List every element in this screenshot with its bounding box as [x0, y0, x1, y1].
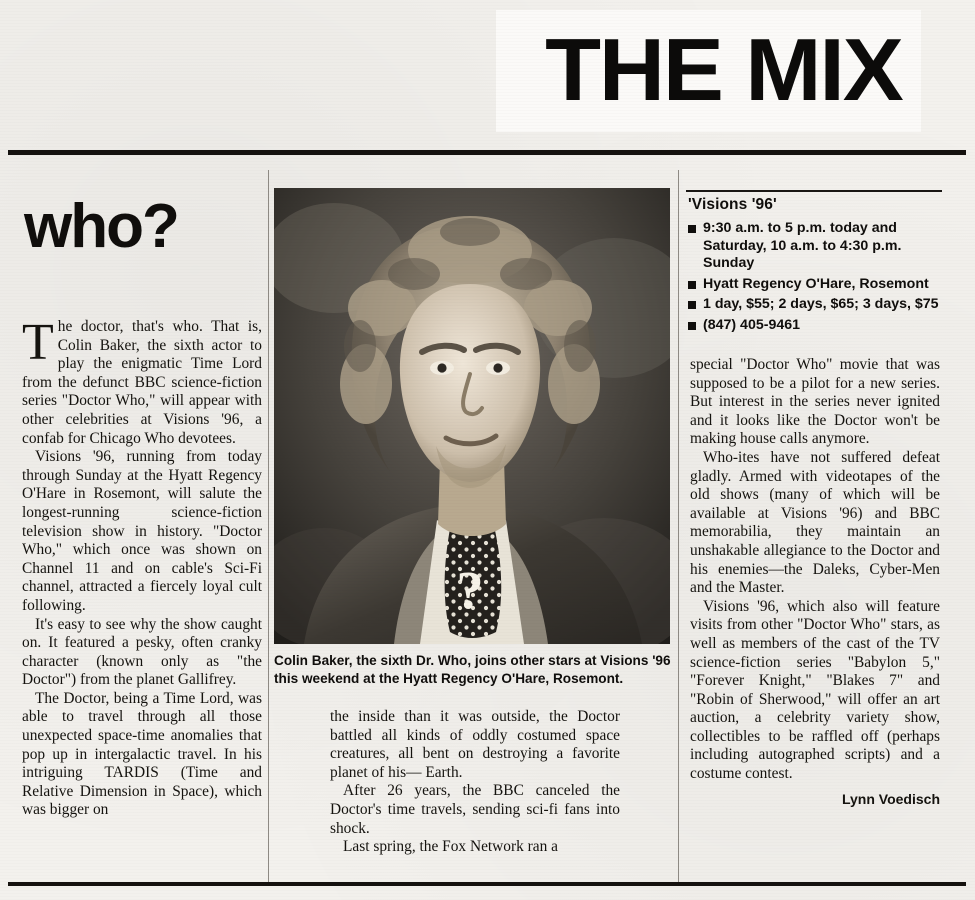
masthead-title: THE MIX: [545, 20, 902, 119]
column-rule-1: [268, 170, 269, 882]
infobox-item-text: 9:30 a.m. to 5 p.m. today and Saturday, 10 a.m. to 4:30 p.m. Sunday: [703, 220, 902, 271]
square-bullet-icon: [688, 322, 696, 330]
article-paragraph: special "Doctor Who" movie that was supposed to be a pilot for a new series. But interest in the series never ignited and it looks like the Doctor won't be making house calls anymore.: [690, 356, 940, 448]
infobox-item: [688, 220, 940, 273]
infobox-item-text: Hyatt Regency O'Hare, Rosemont: [703, 275, 929, 292]
svg-text:?: ?: [456, 560, 484, 620]
article-paragraph-text: he doctor, that's who. That is, Colin Baker, the sixth actor to play the enigmatic Time Lord from the defunct BBC science-fiction series "Doctor Who," will appear with other celebrities at Visions '96, a confab for Chicago Who devotees.: [22, 318, 262, 447]
article-column-1: [22, 314, 262, 820]
article-column-3: [690, 356, 940, 808]
byline: Lynn Voedisch: [841, 790, 940, 807]
article-paragraph: It's easy to see why the show caught on. It featured a pesky, often cranky character (known only as "the Doctor") from the planet Gallifrey.: [22, 615, 262, 689]
infobox-item: [688, 276, 940, 294]
article-photo: [274, 188, 670, 644]
article-paragraph: Visions '96, which also will feature visits from other "Doctor Who" stars, as well as members of the cast of the TV science-fiction series "Babylon 5," "Forever Knight," "Blakes 7" and "Robin of Sherwood," will offer an art auction, a celebrity variety show, collectibles to be raffled off (perhaps including autographed scripts) and a costume contest.: [690, 597, 940, 783]
article-paragraph: Who-ites have not suffered defeat gladly. Armed with videotapes of the old shows (many of which will be available at Visions '96) and BBC memorabilia, they maintain an unshakable allegiance to the Doctor and his enemies—the Daleks, Cyber-Men and the Master.: [690, 448, 940, 597]
article-paragraph: the inside than it was outside, the Doctor battled all kinds of oddly costumed space creatures, all bent on destroying a favorite planet of his— Earth.: [330, 708, 620, 781]
article-paragraph: The Doctor, being a Time Lord, was able to travel through all those unexpected space-time anomalies that pop up in intergalactic travel. In his intriguing TARDIS (Time and Relative Dimension in Space), which was bigger on: [22, 689, 262, 819]
page-title: who?: [24, 192, 178, 261]
top-rule: [8, 150, 966, 155]
colin-baker-photo: [274, 188, 670, 644]
photo-caption: Colin Baker, the sixth Dr. Who, joins other stars at Visions '96 this weekend at the Hyatt Regency O'Hare, Rosemont.: [274, 653, 671, 686]
article-paragraph: [22, 314, 262, 448]
article-paragraph: After 26 years, the BBC canceled the Doctor's time travels, sending sci-fi fans into shock.: [330, 782, 620, 837]
infobox-item: [688, 317, 940, 335]
column-rule-2: [678, 170, 679, 882]
article-paragraph: Visions '96, running from today through Sunday at the Hyatt Regency O'Hare in Rosemont, will salute the longest-running science-fiction television show in history. "Doctor Who," which once was shown on Channel 11 and on cable's Sci-Fi channel, attracted a fiercely loyal cult following.: [22, 448, 262, 614]
square-bullet-icon: [688, 301, 696, 309]
infobox-rule: [686, 190, 942, 192]
drop-cap: T: [22, 314, 54, 371]
infobox-item-text: 1 day, $55; 2 days, $65; 3 days, $75: [703, 296, 939, 312]
square-bullet-icon: [688, 281, 696, 289]
article-paragraph: Last spring, the Fox Network ran a: [343, 838, 558, 856]
square-bullet-icon: [688, 225, 696, 233]
masthead: [0, 0, 975, 146]
article-column-2: [330, 708, 620, 857]
bottom-rule: [8, 882, 966, 886]
infobox-title: 'Visions '96': [688, 196, 777, 213]
infobox-item: [688, 296, 940, 314]
infobox: [688, 196, 940, 337]
infobox-item-text: (847) 405-9461: [703, 316, 801, 333]
